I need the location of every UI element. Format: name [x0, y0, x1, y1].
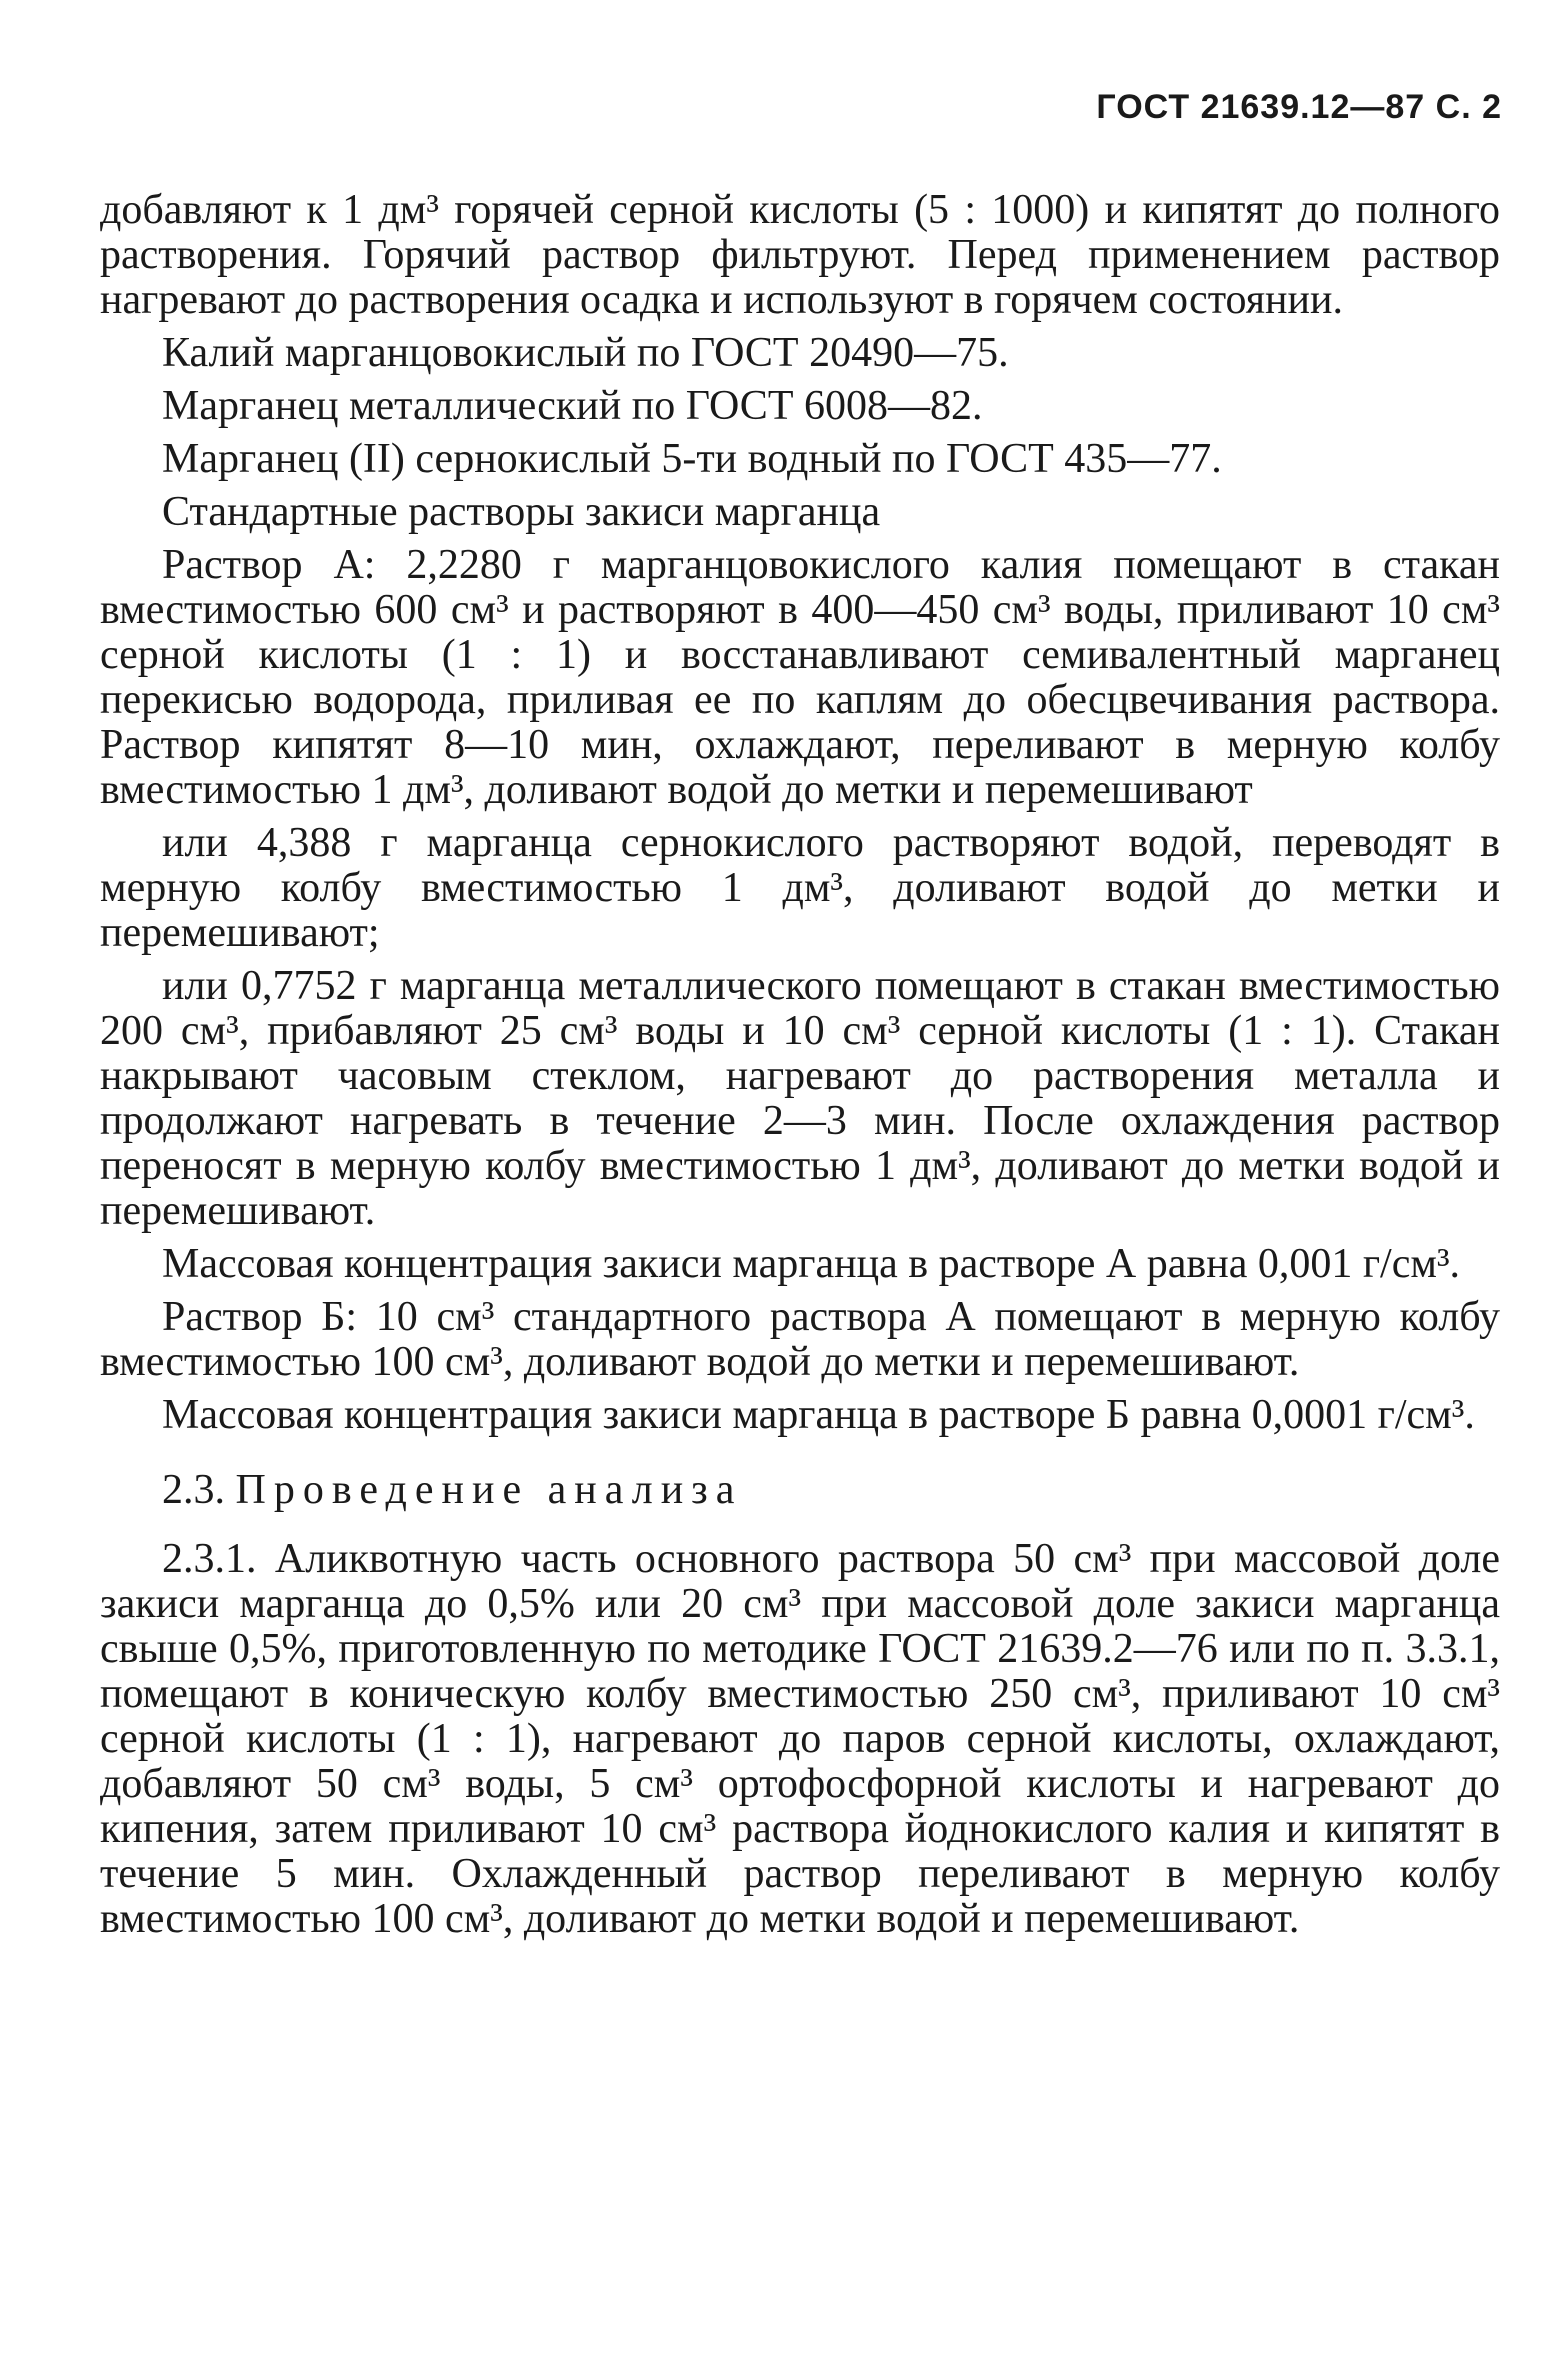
section-number: 2.3.: [162, 1467, 225, 1513]
paragraph-solution-a-alt1: или 4,388 г марганца сернокислого растворяют водой, переводят в мерную колбу вместимостью 1 дм³, доливают водой до метки и перемешивают;: [100, 820, 1500, 956]
paragraph-continuation: добавляют к 1 дм³ горячей серной кислоты (5 : 1000) и кипятят до полного растворения. Горячий раствор фильтруют. Перед применением раствор нагревают до растворения осадка и используют в горячем состоянии.: [100, 187, 1500, 323]
paragraph-concentration-b: Массовая концентрация закиси марганца в растворе Б равна 0,0001 г/см³.: [162, 1392, 1475, 1438]
paragraph-solution-a-alt2: или 0,7752 г марганца металлического помещают в стакан вместимостью 200 см³, прибавляют 25 см³ воды и 10 см³ серной кислоты (1 : 1). Стакан накрывают часовым стеклом, нагревают до растворения металла и продолжают нагревать в течение 2—3 мин. После охлаждения раствор переносят в мерную колбу вместимостью 1 дм³, доливают до метки водой и перемешивают.: [100, 963, 1500, 1234]
section-title: Проведение анализа: [235, 1467, 743, 1513]
page-header: ГОСТ 21639.12—87 С. 2: [1096, 88, 1502, 126]
section-heading: [100, 1468, 1500, 1513]
paragraph-reagent-manganese-sulfate: Марганец (II) сернокислый 5-ти водный по ГОСТ 435—77.: [162, 436, 1222, 482]
paragraph-reagent-manganese-metal: Марганец металлический по ГОСТ 6008—82.: [162, 383, 983, 429]
document-body: [100, 188, 1500, 1950]
paragraph-procedure: 2.3.1. Аликвотную часть основного раствора 50 см³ при массовой доле закиси марганца до 0,5% или 20 см³ при массовой доле закиси марганца свыше 0,5%, приготовленную по методике ГОСТ 21639.2—76 или по п. 3.3.1, помещают в коническую колбу вместимостью 250 см³, приливают 10 см³ серной кислоты (1 : 1), нагревают до паров серной кислоты, охлаждают, добавляют 50 см³ воды, 5 см³ ортофосфорной кислоты и нагревают до кипения, затем приливают 10 см³ раствора йоднокислого калия и кипятят в течение 5 мин. Охлажденный раствор переливают в мерную колбу вместимостью 100 см³, доливают до метки водой и перемешивают.: [100, 1536, 1500, 1942]
paragraph-standard-solutions: Стандартные растворы закиси марганца: [162, 489, 881, 535]
paragraph-solution-b: Раствор Б: 10 см³ стандартного раствора А помещают в мерную колбу вместимостью 100 см³, доливают водой до метки и перемешивают.: [100, 1294, 1500, 1385]
paragraph-concentration-a: Массовая концентрация закиси марганца в растворе А равна 0,001 г/см³.: [162, 1241, 1461, 1287]
paragraph-solution-a: Раствор А: 2,2280 г марганцовокислого калия помещают в стакан вместимостью 600 см³ и растворяют в 400—450 см³ воды, приливают 10 см³ серной кислоты (1 : 1) и восстанавливают семивалентный марганец перекисью водорода, приливая ее по каплям до обесцвечивания раствора. Раствор кипятят 8—10 мин, охлаждают, переливают в мерную колбу вместимостью 1 дм³, доливают водой до метки и перемешивают: [100, 542, 1500, 813]
paragraph-reagent-potassium-permanganate: Калий марганцовокислый по ГОСТ 20490—75.: [162, 330, 1009, 376]
